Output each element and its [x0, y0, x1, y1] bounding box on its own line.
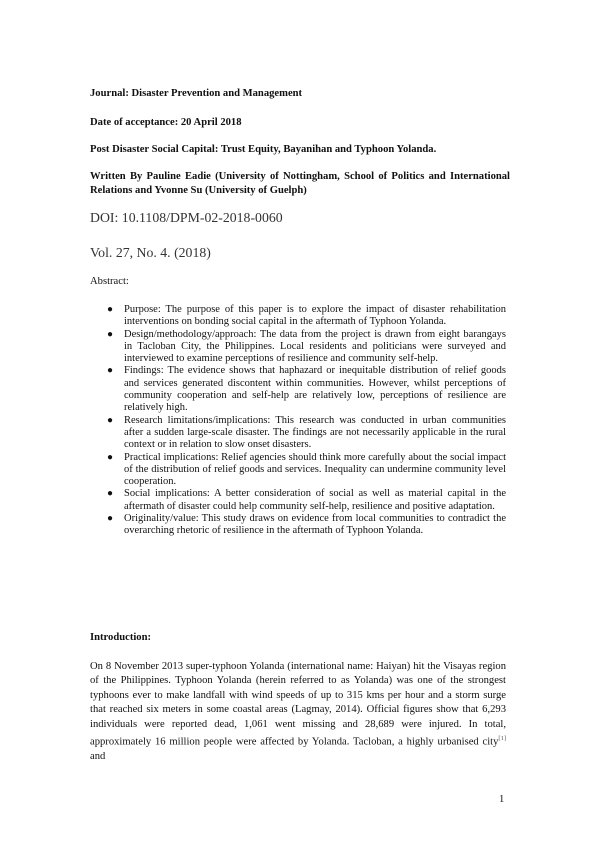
- introduction-paragraph: On 8 November 2013 super-typhoon Yolanda (international name: Haiyan) hit the Visayas region of the Philippines. Typhoon Yolanda (herein referred to as Yolanda) was one of the strongest typhoons ever to make landfall with wind speeds of up to 315 kms per hour and a storm surge that reached six meters in some coastal areas (Lagmay, 2014). Official figures show that 6,293 individuals were reported dead, 1,061 went missing and 28,689 were injured. In total, approximately 16 million people were affected by Yolanda. Tacloban, a highly urbanised city[1] and: [90, 661, 506, 762]
- bullet-icon: ●: [107, 513, 114, 525]
- bullet-icon: ●: [107, 451, 114, 463]
- bullet-icon: ●: [107, 488, 114, 500]
- acceptance-date: Date of acceptance: 20 April 2018: [90, 117, 242, 128]
- footnote-ref[interactable]: [1]: [498, 735, 506, 743]
- journal-name: Journal: Disaster Prevention and Management: [90, 88, 303, 99]
- page-number: 1: [499, 794, 505, 805]
- abstract-item: ● Practical implications: Relief agencies should think more carefully about the social impact of the distribution of relief goods and services. Inequality can undermine community level cooperation.: [107, 451, 506, 488]
- bullet-icon: ●: [107, 365, 114, 377]
- abstract-item: ● Findings: The evidence shows that haphazard or inequitable distribution of relief goods and services generated discontent within communities. However, whilst perceptions of community cooperation and self-help are relatively low, perceptions of resilience are relatively high.: [107, 365, 506, 414]
- abstract-list: [90, 304, 506, 538]
- abstract-item: ● Design/methodology/approach: The data from the project is drawn from eight barangays in Tacloban City, the Philippines. Local residents and politicians were surveyed and interviewed to examine perceptions of resilience and community self-help.: [107, 328, 506, 365]
- paper-title: Post Disaster Social Capital: Trust Equity, Bayanihan and Typhoon Yolanda.: [90, 144, 437, 155]
- bullet-icon: ●: [107, 328, 114, 340]
- abstract-item: ● Originality/value: This study draws on evidence from local communities to contradict the overarching rhetoric of resilience in the aftermath of Typhoon Yolanda.: [107, 513, 506, 537]
- introduction-heading: Introduction:: [90, 632, 152, 643]
- volume-info: Vol. 27, No. 4. (2018): [90, 245, 211, 260]
- abstract-item: ● Research limitations/implications: This research was conducted in urban communities after a sudden large-scale disaster. The findings are not necessarily applicable in the rural context or in relation to slow onset disasters.: [107, 414, 506, 451]
- abstract-item: ● Purpose: The purpose of this paper is to explore the impact of disaster rehabilitation interventions on bonding social capital in the aftermath of Typhoon Yolanda.: [107, 304, 506, 328]
- abstract-item: ● Social implications: A better consideration of social as well as material capital in the aftermath of disaster could help community self-help, resilience and positive adaptation.: [107, 488, 506, 512]
- authors: Written By Pauline Eadie (University of Nottingham, School of Politics and International Relations and Yvonne Su (University of Guelph): [90, 171, 510, 196]
- abstract-label: Abstract:: [90, 276, 129, 287]
- bullet-icon: ●: [107, 304, 114, 315]
- doi[interactable]: DOI: 10.1108/DPM-02-2018-0060: [90, 210, 283, 225]
- bullet-icon: ●: [107, 414, 114, 426]
